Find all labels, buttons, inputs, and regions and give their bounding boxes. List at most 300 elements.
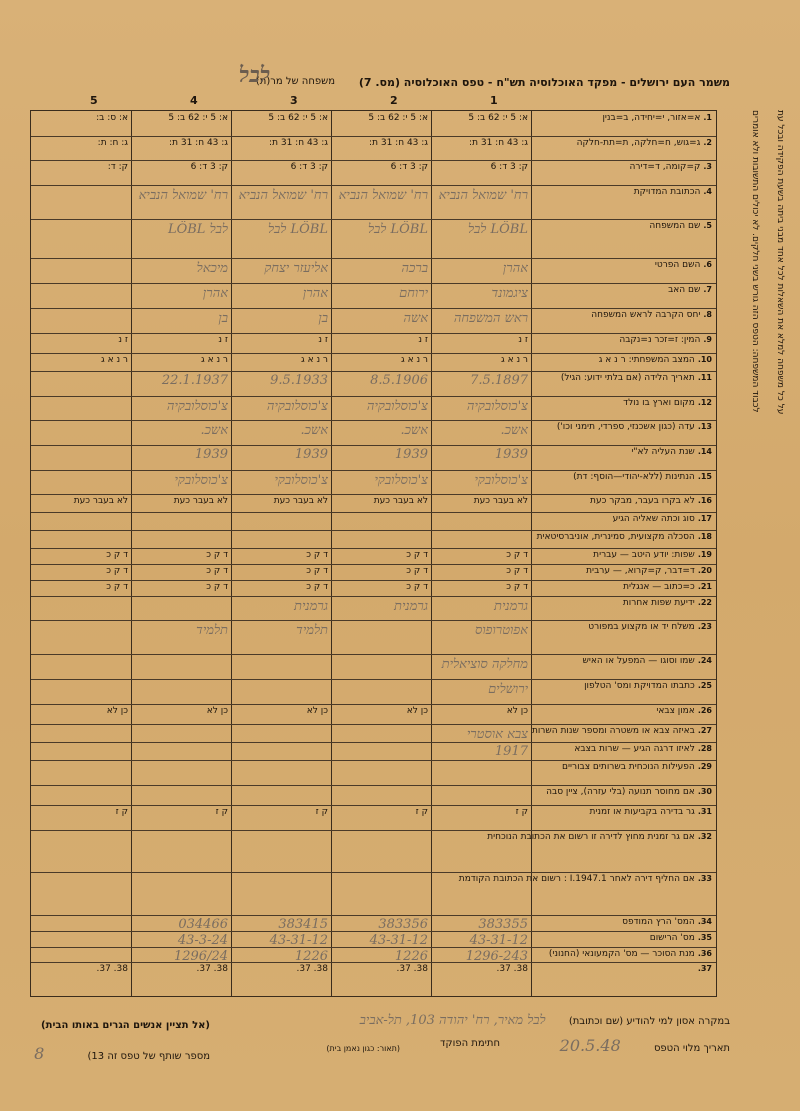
- cell-row11-col5[interactable]: [34, 373, 128, 395]
- row-label-text: המס' הרץ המודפס: [622, 917, 695, 928]
- cell-row5-col5[interactable]: [34, 221, 128, 257]
- cell-row33-col3[interactable]: [234, 874, 328, 914]
- cell-row22-col2[interactable]: גרמנית: [394, 598, 428, 614]
- grid-hline: [31, 445, 716, 446]
- grid-hline: [31, 915, 716, 916]
- cell-row9-col2[interactable]: ז נ: [418, 334, 428, 345]
- cell-row24-col2[interactable]: [334, 656, 428, 678]
- cell-row18-col2[interactable]: [334, 532, 428, 547]
- cell-row20-col2[interactable]: ד ק כ: [406, 566, 428, 577]
- row-number: 6.: [703, 260, 712, 270]
- cell-row35-col5[interactable]: [34, 933, 128, 946]
- form-title: משמר העם ירושלים - מפקד האוכלוסיה תש"ח - טפס האוכלוסיה (מס. 7): [358, 76, 730, 89]
- row-number: 5.: [703, 220, 712, 230]
- cell-row25-col2[interactable]: [334, 681, 428, 703]
- cell-row21-col4[interactable]: ד ק כ: [206, 581, 228, 592]
- cell-row10-col5[interactable]: ר נ א ג: [101, 354, 128, 365]
- cell-row30-col3[interactable]: [234, 787, 328, 804]
- cell-row5-col2[interactable]: LÖBL לבל: [367, 221, 428, 237]
- cell-row4-col5[interactable]: [34, 187, 128, 218]
- row-label-text: שפות: יודע היטב — עברית: [593, 550, 695, 561]
- cell-row10-col4[interactable]: ר נ א ג: [201, 354, 228, 365]
- cell-row29-col1[interactable]: [434, 762, 528, 784]
- cell-row14-col5[interactable]: [34, 447, 128, 469]
- row-label-text: הפעילות הנוכחית בשרותים צבוריים: [562, 761, 695, 772]
- cell-row15-col2[interactable]: צ'כוסלובקי: [374, 472, 428, 488]
- cell-row4-col4[interactable]: רח' שמואל הנביא: [138, 188, 228, 204]
- cell-row25-col5[interactable]: [34, 681, 128, 703]
- cell-row35-col4[interactable]: 43-3-24: [177, 932, 228, 946]
- cell-row17-col1[interactable]: [434, 514, 528, 529]
- cell-row3-col2[interactable]: ק: 3 ד: 6: [390, 162, 428, 173]
- cell-row2-col2[interactable]: ג: 43 ח: 31 ת:: [369, 137, 428, 148]
- cell-row6-col2[interactable]: ברכה: [401, 261, 428, 277]
- cell-row4-col1[interactable]: רח' שמואל הנביא: [438, 188, 528, 204]
- cell-row13-col4[interactable]: אשכ.: [200, 423, 228, 439]
- cell-row37-col4[interactable]: 38. 37.: [196, 964, 228, 975]
- grid-vline: [131, 111, 132, 996]
- cell-row3-col3[interactable]: ק: 3 ד: 6: [290, 162, 328, 173]
- row-number: 17.: [697, 514, 712, 524]
- row-label: [535, 335, 712, 345]
- cell-row12-col4[interactable]: צ'כוסלובקיה: [166, 398, 228, 414]
- cell-row22-col1[interactable]: גרמנית: [494, 598, 528, 614]
- cell-row18-col1[interactable]: [434, 532, 528, 547]
- cell-row27-col5[interactable]: [34, 726, 128, 741]
- cell-row28-col1[interactable]: 1917: [494, 743, 528, 759]
- cell-row14-col1[interactable]: 1939: [494, 446, 528, 462]
- cell-row31-col3[interactable]: ק ז: [315, 806, 328, 817]
- row-label: [535, 787, 712, 797]
- cell-row1-col1[interactable]: א: 5 י: 62 ב: 5: [468, 113, 528, 123]
- col-num-3: 3: [290, 94, 298, 107]
- grid-hline: [31, 494, 716, 495]
- cell-row16-col1[interactable]: לא בעבר כעת: [473, 496, 528, 507]
- col-num-2: 2: [390, 94, 398, 107]
- cell-row24-col5[interactable]: [34, 656, 128, 678]
- row-label-text: אם החליף דירה לאחר 1.I.1947 : רשום את הכתובת הקודמת: [458, 874, 695, 885]
- cell-row34-col5[interactable]: [34, 917, 128, 930]
- cell-row29-col2[interactable]: [334, 762, 428, 784]
- cell-row19-col1[interactable]: ד ק כ: [506, 550, 528, 561]
- cell-row26-col2[interactable]: כן לא: [406, 705, 428, 716]
- cell-row21-col1[interactable]: ד ק כ: [506, 581, 528, 592]
- row-number: 34.: [697, 917, 712, 927]
- cell-row18-col3[interactable]: [234, 532, 328, 547]
- grid-hline: [31, 962, 716, 963]
- row-label: [535, 355, 712, 365]
- row-label: [535, 933, 712, 943]
- cell-row19-col3[interactable]: ד ק כ: [306, 550, 328, 561]
- cell-row27-col2[interactable]: [334, 726, 428, 741]
- cell-row26-col1[interactable]: כן לא: [506, 705, 528, 716]
- cell-row36-col1[interactable]: 1296-243: [465, 948, 528, 962]
- cell-row9-col1[interactable]: ז נ: [518, 334, 528, 345]
- cell-row33-col4[interactable]: [134, 874, 228, 914]
- row-number: 13.: [697, 422, 712, 432]
- cell-row7-col5[interactable]: [34, 285, 128, 307]
- cell-row25-col1[interactable]: ירושלים: [488, 681, 528, 697]
- cell-row9-col3[interactable]: ז נ: [318, 334, 328, 345]
- cell-row36-col2[interactable]: 1226: [394, 948, 428, 962]
- grid-hline: [31, 830, 716, 831]
- row-label: [487, 831, 712, 842]
- cell-row11-col4[interactable]: 22.1.1937: [161, 372, 228, 388]
- cell-row9-col5[interactable]: ז נ: [118, 334, 128, 345]
- row-label: [535, 681, 712, 691]
- cell-row25-col3[interactable]: [234, 681, 328, 703]
- cell-row29-col5[interactable]: [34, 762, 128, 784]
- contact-row: [360, 1012, 730, 1028]
- row-label: [535, 162, 712, 172]
- cell-row36-col3[interactable]: 1226: [294, 948, 328, 962]
- cell-row31-col5[interactable]: ק ז: [115, 806, 128, 817]
- cell-row28-col3[interactable]: [234, 744, 328, 759]
- cell-row20-col5[interactable]: ד ק כ: [106, 566, 128, 577]
- date-value: 20.5.48: [559, 1036, 621, 1055]
- grid-hline: [31, 654, 716, 655]
- cell-row6-col5[interactable]: [34, 260, 128, 282]
- cell-row1-col5[interactable]: א: ס: ב:: [96, 113, 128, 123]
- cell-row26-col5[interactable]: כן לא: [106, 705, 128, 716]
- cell-row17-col3[interactable]: [234, 514, 328, 529]
- row-label: [535, 532, 712, 542]
- cell-row19-col5[interactable]: ד ק כ: [106, 550, 128, 561]
- grid-hline: [31, 760, 716, 761]
- cell-row7-col4[interactable]: אהרן: [202, 286, 228, 302]
- grid-hline: [31, 620, 716, 621]
- row-number: 23.: [697, 622, 712, 632]
- row-label: [535, 744, 712, 754]
- grid-hline: [31, 724, 716, 725]
- cell-row10-col2[interactable]: ר נ א ג: [401, 354, 428, 365]
- cell-row24-col1[interactable]: מחלקה סוציאלית: [441, 657, 528, 673]
- cell-row21-col3[interactable]: ד ק כ: [306, 581, 328, 592]
- cell-row17-col2[interactable]: [334, 514, 428, 529]
- grid-hline: [31, 548, 716, 549]
- cell-row5-col4[interactable]: לבל LÖBL: [167, 221, 228, 237]
- grid-hline: [31, 530, 716, 531]
- family-label: משפחה של מר(ת): [255, 76, 335, 87]
- cell-row15-col5[interactable]: [34, 472, 128, 494]
- shared-form-row: [34, 1044, 210, 1063]
- row-label: [535, 807, 712, 817]
- cell-row17-col4[interactable]: [134, 514, 228, 529]
- grid-hline: [31, 805, 716, 806]
- row-label: [535, 656, 712, 666]
- cell-row30-col4[interactable]: [134, 787, 228, 804]
- cell-row16-col3[interactable]: לא בעבר כעת: [273, 496, 328, 507]
- row-label: [535, 310, 712, 320]
- cell-row32-col2[interactable]: [334, 832, 428, 872]
- cell-row21-col2[interactable]: ד ק כ: [406, 581, 428, 592]
- cell-row28-col4[interactable]: [134, 744, 228, 759]
- cell-row14-col2[interactable]: 1939: [394, 446, 428, 462]
- cell-row37-col5[interactable]: 38. 37.: [96, 964, 128, 975]
- cell-row32-col4[interactable]: [134, 832, 228, 872]
- grid-hline: [31, 470, 716, 471]
- column-numbers: [35, 94, 515, 108]
- cell-row30-col1[interactable]: [434, 787, 528, 804]
- grid-hline: [31, 283, 716, 284]
- cell-row34-col3[interactable]: 383415: [278, 917, 328, 930]
- row-number: 25.: [697, 680, 712, 690]
- cell-row1-col3[interactable]: א: 5 י: 62 ב: 5: [268, 113, 328, 123]
- cell-row33-col1[interactable]: [434, 874, 528, 914]
- cell-row8-col2[interactable]: אשה: [403, 310, 428, 326]
- cell-row12-col3[interactable]: צ'כוסלובקיה: [266, 398, 328, 414]
- cell-row3-col5[interactable]: ק: ד:: [107, 162, 128, 173]
- cell-row11-col2[interactable]: 8.5.1906: [370, 372, 428, 388]
- cell-row10-col1[interactable]: ר נ א ג: [501, 354, 528, 365]
- row-label-text: ידיעת שפות אחרות: [622, 597, 695, 608]
- cell-row6-col1[interactable]: אהרן: [502, 261, 528, 277]
- row-label: [535, 398, 712, 408]
- cell-row27-col4[interactable]: [134, 726, 228, 741]
- cell-row7-col2[interactable]: ירוחם: [399, 286, 428, 302]
- cell-row13-col2[interactable]: אשכ.: [400, 423, 428, 439]
- cell-row7-col1[interactable]: ציגמונד: [491, 286, 528, 302]
- cell-row5-col1[interactable]: LÖBL לבל: [467, 221, 528, 237]
- date-label: תאריך מלוי הטפס: [653, 1043, 730, 1054]
- date-row: [560, 1036, 730, 1055]
- cell-row22-col4[interactable]: [134, 598, 228, 620]
- row-label: [535, 514, 712, 524]
- row-label-text: שם האב: [668, 285, 701, 296]
- row-number: 15.: [697, 471, 712, 481]
- grid-hline: [31, 947, 716, 948]
- row-label-text: שם המשפחה: [649, 220, 701, 231]
- cell-row7-col3[interactable]: אהרן: [302, 286, 328, 302]
- grid-hline: [31, 219, 716, 220]
- grid-hline: [31, 353, 716, 354]
- cell-row20-col3[interactable]: ד ק כ: [306, 566, 328, 577]
- cell-row5-col3[interactable]: LÖBL לבל: [267, 221, 328, 237]
- cell-row32-col5[interactable]: [34, 832, 128, 872]
- row-label-text: מקום וארץ בו נולד: [623, 397, 695, 408]
- shared-form-num: 13): [87, 1051, 105, 1062]
- cell-row3-col1[interactable]: ק: 3 ד: 6: [490, 162, 528, 173]
- row-number: 8.: [703, 309, 712, 319]
- cell-row25-col4[interactable]: [134, 681, 228, 703]
- row-label-text: יחס הקרבה לראש המשפחה: [591, 309, 701, 320]
- row-label: [535, 285, 712, 295]
- cell-row1-col4[interactable]: א: 5 י: 62 ב: 5: [168, 113, 228, 123]
- row-number: 7.: [703, 285, 712, 295]
- cell-row23-col1[interactable]: אפוטרופוס: [474, 623, 528, 639]
- cell-row17-col5[interactable]: [34, 514, 128, 529]
- cell-row35-col1[interactable]: 43-31-12: [469, 932, 528, 946]
- row-label-text: שנת העליה לא"י: [631, 446, 695, 457]
- cell-row8-col5[interactable]: [34, 310, 128, 332]
- cell-row8-col3[interactable]: בן: [318, 310, 328, 326]
- cell-row32-col1[interactable]: [434, 832, 528, 872]
- cell-row33-col5[interactable]: [34, 874, 128, 914]
- grid-hline: [31, 564, 716, 565]
- row-number: 12.: [697, 397, 712, 407]
- row-label: [458, 874, 712, 885]
- row-label: [535, 550, 712, 560]
- cell-row35-col3[interactable]: 43-31-12: [269, 932, 328, 946]
- grid-hline: [31, 512, 716, 513]
- grid-hline: [31, 160, 716, 161]
- cell-row2-col4[interactable]: ג: 43 ח: 31 ת:: [169, 137, 228, 148]
- cell-row22-col3[interactable]: גרמנית: [294, 598, 328, 614]
- cell-row26-col4[interactable]: כן לא: [206, 705, 228, 716]
- cell-row11-col3[interactable]: 9.5.1933: [270, 372, 328, 388]
- cell-row12-col1[interactable]: צ'כוסלובקיה: [466, 398, 528, 414]
- cell-row32-col3[interactable]: [234, 832, 328, 872]
- cell-row31-col1[interactable]: ק ז: [515, 806, 528, 817]
- row-number: 2.: [703, 137, 712, 147]
- cell-row28-col2[interactable]: [334, 744, 428, 759]
- cell-row23-col5[interactable]: [34, 622, 128, 653]
- cell-row36-col4[interactable]: 1296/24: [173, 948, 228, 962]
- cell-row27-col1[interactable]: צבא אוסטרי: [466, 726, 528, 741]
- grid-hline: [31, 185, 716, 186]
- row-label: [535, 566, 712, 576]
- cell-row2-col5[interactable]: ג: ח: ת:: [97, 137, 128, 148]
- cell-row37-col3[interactable]: 38. 37.: [296, 964, 328, 975]
- cell-row29-col4[interactable]: [134, 762, 228, 784]
- row-label: [535, 260, 712, 270]
- cell-row12-col5[interactable]: [34, 398, 128, 420]
- signature-label: חתימת הפוקד: [440, 1038, 500, 1049]
- cell-row34-col1[interactable]: 383355: [478, 917, 528, 930]
- cell-row23-col4[interactable]: תלמיד: [196, 623, 228, 639]
- sidebar-text-2: על כל משפחה למלא את השאלות לכל אחד מבני ביתה בשעת הפקידה ובכל עת: [775, 110, 785, 415]
- cell-row19-col2[interactable]: ד ק כ: [406, 550, 428, 561]
- grid-hline: [31, 308, 716, 309]
- row-number: 37.: [697, 964, 712, 974]
- row-label-text: הכתובת המדויקת: [633, 187, 701, 198]
- row-number: 33.: [697, 874, 712, 884]
- cell-row13-col5[interactable]: [34, 422, 128, 444]
- cell-row13-col3[interactable]: אשכ.: [300, 423, 328, 439]
- row-label-text: כתבתו המדויקת ומס' הטלפון: [584, 680, 695, 691]
- cell-row16-col2[interactable]: לא בעבר כעת: [373, 496, 428, 507]
- row-label: [535, 917, 712, 927]
- row-label-text: המין: ז=זכר נ=נקבה: [619, 334, 701, 345]
- cell-row19-col4[interactable]: ד ק כ: [206, 550, 228, 561]
- cell-row30-col5[interactable]: [34, 787, 128, 804]
- cell-row8-col4[interactable]: בן: [218, 310, 228, 326]
- cell-row31-col4[interactable]: ק ז: [215, 806, 228, 817]
- cell-row31-col2[interactable]: ק ז: [415, 806, 428, 817]
- grid-hline: [31, 396, 716, 397]
- cell-row11-col1[interactable]: 7.5.1897: [470, 372, 528, 388]
- cell-row2-col1[interactable]: ג: 43 ח: 31 ת:: [469, 137, 528, 148]
- cell-row24-col3[interactable]: [234, 656, 328, 678]
- row-label: [535, 706, 712, 716]
- grid-hline: [31, 333, 716, 334]
- cell-row9-col4[interactable]: ז נ: [218, 334, 228, 345]
- row-label: [535, 622, 712, 632]
- cell-row18-col5[interactable]: [34, 532, 128, 547]
- cell-row8-col1[interactable]: ראש המשפחה: [453, 310, 528, 326]
- cell-row3-col4[interactable]: ק: 3 ד: 6: [190, 162, 228, 173]
- cell-row26-col3[interactable]: כן לא: [306, 705, 328, 716]
- cell-row20-col1[interactable]: ד ק כ: [506, 566, 528, 577]
- cell-row6-col3[interactable]: אליעזר יצחק: [264, 261, 328, 277]
- row-label-text: כ=כתוב — אנגלית: [623, 581, 695, 592]
- cell-row18-col4[interactable]: [134, 532, 228, 547]
- cell-row34-col2[interactable]: 383356: [378, 917, 428, 930]
- cell-row13-col1[interactable]: אשכ.: [500, 423, 528, 439]
- cell-row33-col2[interactable]: [334, 874, 428, 914]
- row-number: 21.: [697, 581, 712, 591]
- cell-row15-col1[interactable]: צ'כוסלובקי: [474, 472, 528, 488]
- row-label-text: תאריך הלידה (אם בלתי ידוע: הגיל): [560, 372, 695, 383]
- grid-hline: [31, 704, 716, 705]
- cell-row36-col5[interactable]: [34, 949, 128, 962]
- cell-row10-col3[interactable]: ר נ א ג: [301, 354, 328, 365]
- cell-row21-col5[interactable]: ד ק כ: [106, 581, 128, 592]
- cell-row23-col2[interactable]: [334, 622, 428, 653]
- cell-row16-col5[interactable]: לא בעבר כעת: [73, 496, 128, 507]
- cell-row37-col1[interactable]: 38. 37.: [496, 964, 528, 975]
- family-handwritten: לבל: [238, 62, 270, 88]
- form-grid: [30, 110, 717, 997]
- cell-row27-col3[interactable]: [234, 726, 328, 741]
- cell-row1-col2[interactable]: א: 5 י: 62 ב: 5: [368, 113, 428, 123]
- cell-row28-col5[interactable]: [34, 744, 128, 759]
- cell-row16-col4[interactable]: לא בעבר כעת: [173, 496, 228, 507]
- cell-row4-col2[interactable]: רח' שמואל הנביא: [338, 188, 428, 204]
- grid-hline: [31, 580, 716, 581]
- row-number: 16.: [697, 496, 712, 506]
- contact-note: (אל תציין אנשים הגרים באותו הבית): [41, 1020, 210, 1031]
- row-number: 28.: [697, 743, 712, 753]
- cell-row20-col4[interactable]: ד ק כ: [206, 566, 228, 577]
- cell-row4-col3[interactable]: רח' שמואל הנביא: [238, 188, 328, 204]
- cell-row35-col2[interactable]: 43-31-12: [369, 932, 428, 946]
- cell-row37-col2[interactable]: 38. 37.: [396, 964, 428, 975]
- cell-row14-col3[interactable]: 1939: [294, 446, 328, 462]
- row-label-text: משלח יד או מקצוע במפורט: [588, 622, 695, 633]
- cell-row15-col3[interactable]: צ'כוסלובקי: [274, 472, 328, 488]
- cell-row15-col4[interactable]: צ'כוסלובקי: [174, 472, 228, 488]
- cell-row34-col4[interactable]: 034466: [178, 917, 228, 930]
- cell-row23-col3[interactable]: תלמיד: [296, 623, 328, 639]
- row-label-text: אם גר זמנית מחוץ לדירה זו רשום את הכתובת הנוכחית: [487, 831, 695, 842]
- cell-row24-col4[interactable]: [134, 656, 228, 678]
- shared-form-label: מספר שותף של טפס זה: [107, 1051, 210, 1062]
- shared-form-value: 8: [34, 1044, 45, 1063]
- row-number: 26.: [697, 705, 712, 715]
- cell-row30-col2[interactable]: [334, 787, 428, 804]
- row-label: [535, 113, 712, 123]
- row-label-text: עדה (כגון אשכנזי, ספרדי, תימני וכו'): [556, 422, 695, 433]
- row-label-text: שמו וסוגו — המפעל או האיש: [582, 656, 695, 667]
- cell-row6-col4[interactable]: מיכאל: [196, 261, 228, 277]
- cell-row12-col2[interactable]: צ'כוסלובקיה: [366, 398, 428, 414]
- row-label: [535, 422, 712, 432]
- cell-row22-col5[interactable]: [34, 598, 128, 620]
- row-label: [535, 598, 712, 608]
- row-label-text: סוג וכתה שאליה הגיע: [612, 514, 695, 525]
- grid-vline: [331, 111, 332, 996]
- row-label-text: מנת הסוכר — מס' הקמעונאי (החנוני): [548, 948, 695, 959]
- cell-row29-col3[interactable]: [234, 762, 328, 784]
- row-number: 19.: [697, 550, 712, 560]
- grid-hline: [31, 785, 716, 786]
- row-label-text: גר בדירה בקביעות או זמנית: [589, 806, 695, 817]
- cell-row2-col3[interactable]: ג: 43 ח: 31 ת:: [269, 137, 328, 148]
- row-number: 22.: [697, 597, 712, 607]
- grid-hline: [31, 258, 716, 259]
- cell-row14-col4[interactable]: 1939: [194, 446, 228, 462]
